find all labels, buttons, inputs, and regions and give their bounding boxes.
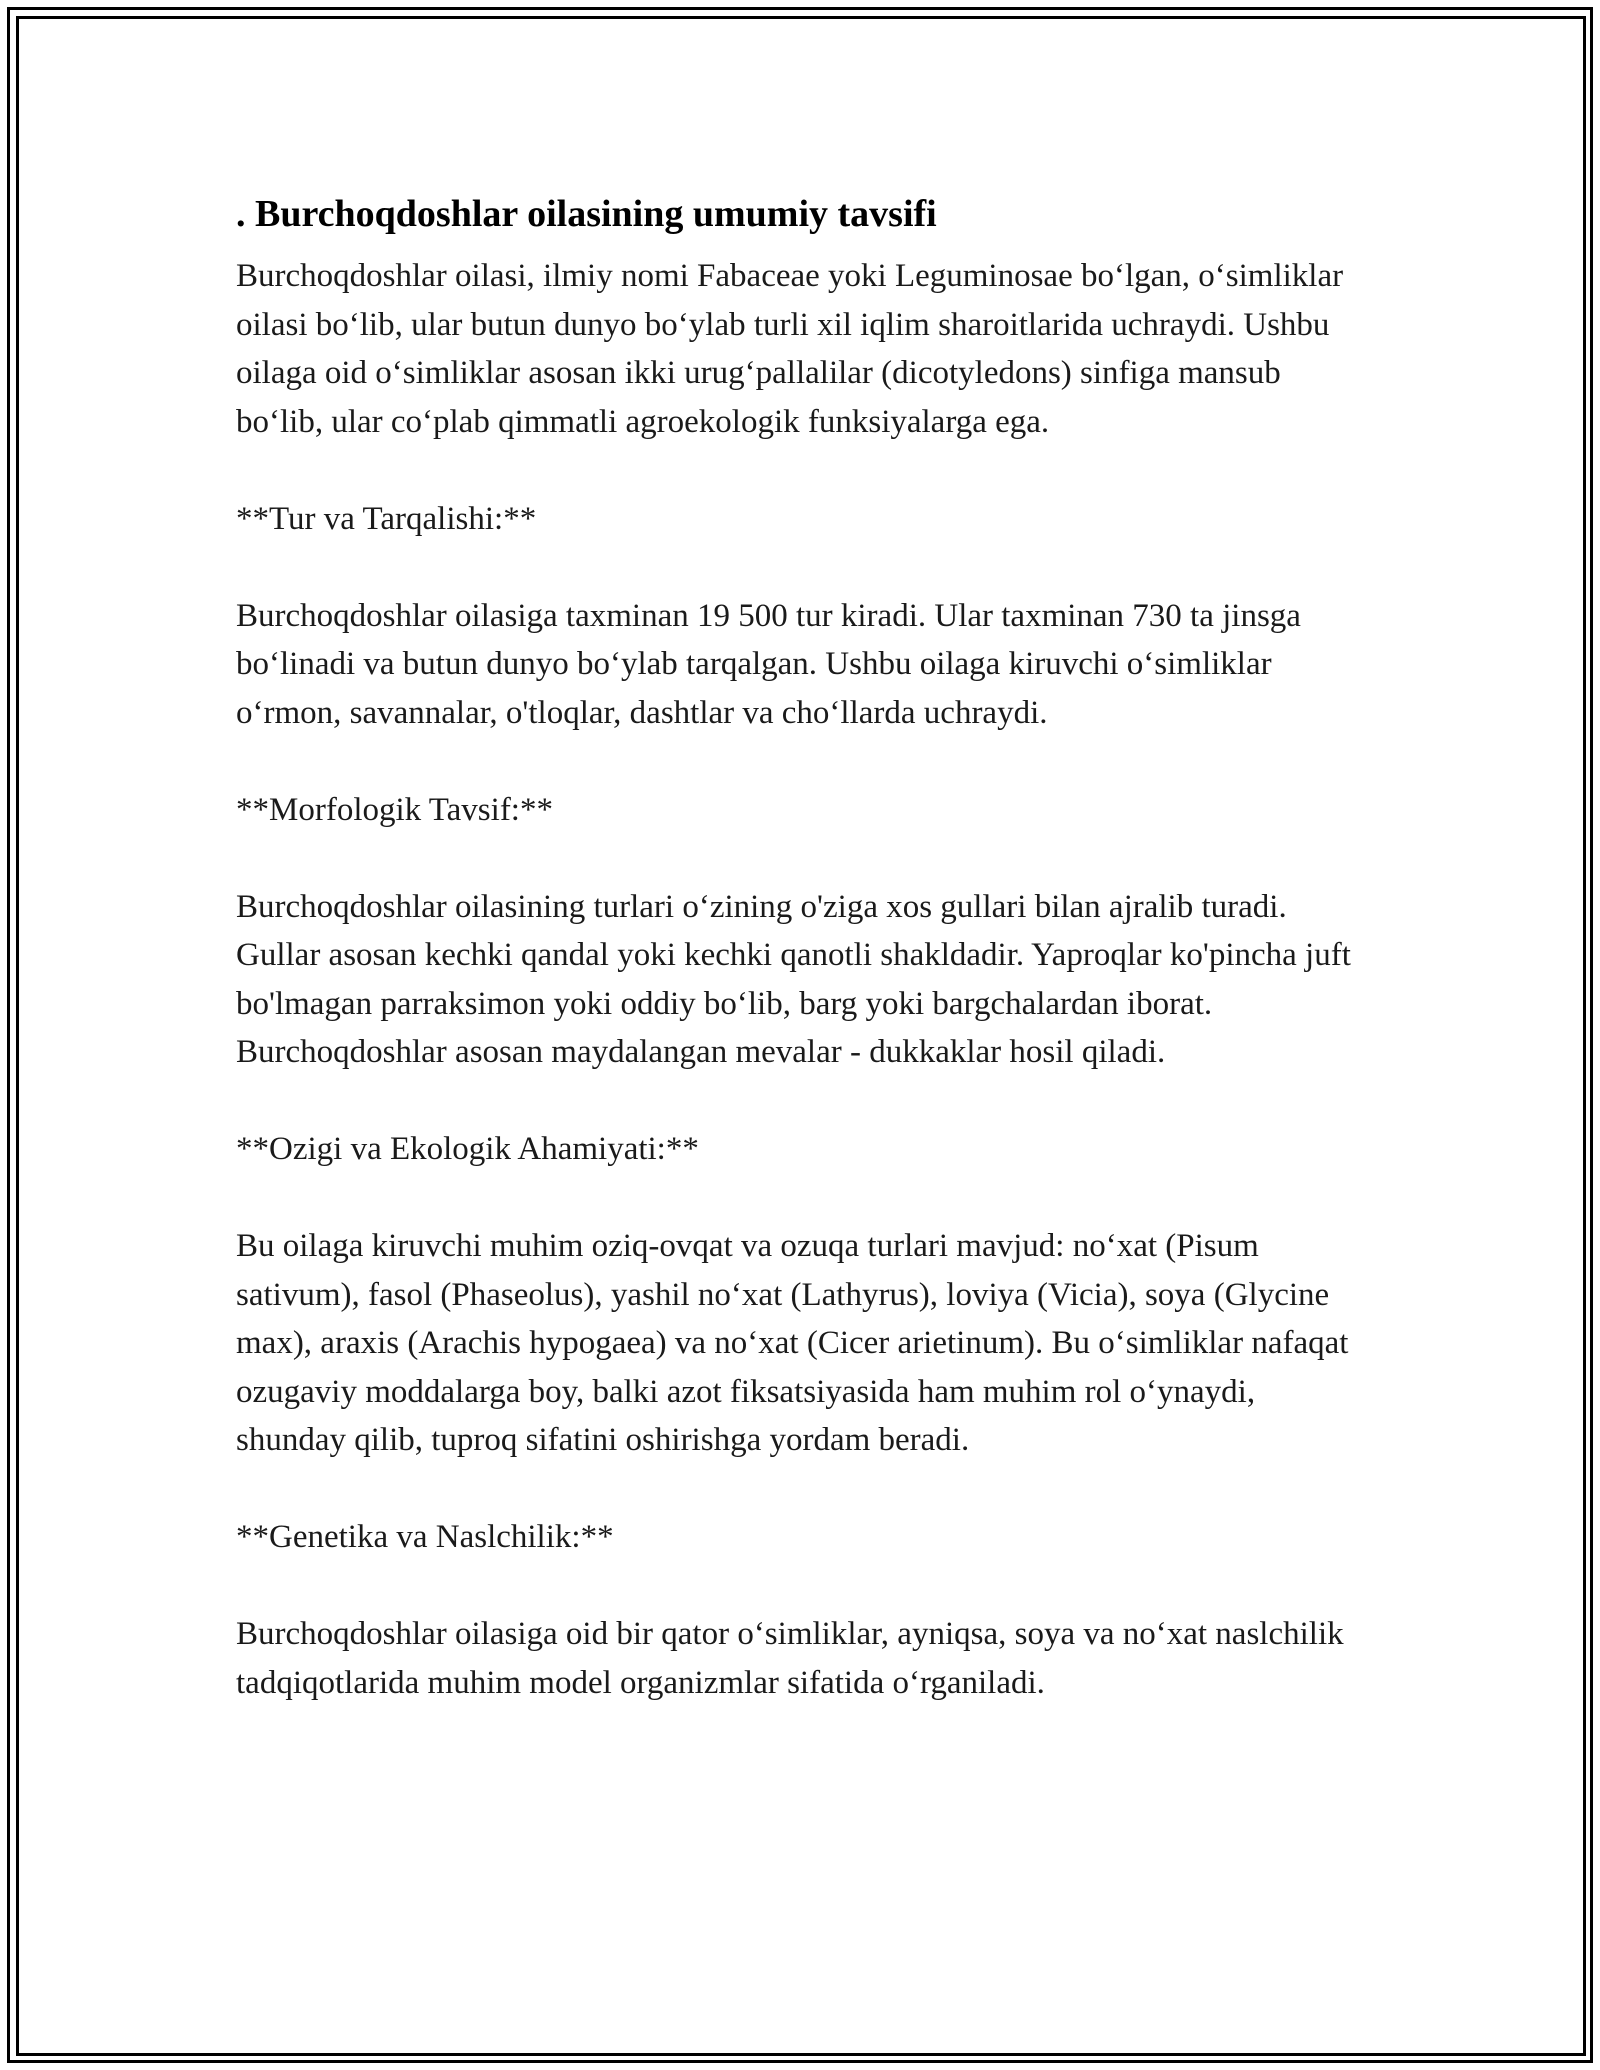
paragraph-spacer bbox=[236, 1077, 1366, 1126]
paragraph-spacer bbox=[236, 834, 1366, 883]
paragraph-spacer bbox=[236, 1465, 1366, 1514]
intro-paragraph: Burchoqdoshlar oilasi, ilmiy nomi Fabaceae yoki Leguminosae bo‘lgan, o‘simliklar oilasi bo‘lib, ular butun dunyo bo‘ylab turli xil iqlim sharoitlarida uchraydi. Ushbu oilaga oid o‘simliklar asosan ikki urug‘pallalilar (dicotyledons) sinfiga mansub bo‘lib, ular co‘plab qimmatli agroekologik funksiyalarga ega. bbox=[236, 258, 1344, 440]
ecology-paragraph: Bu oilaga kiruvchi muhim oziq-ovqat va ozuqa turlari mavjud: no‘xat (Pisum sativum), fasol (Phaseolus), yashil no‘xat (Lathyrus), loviya (Vicia), soya (Glycine max), araxis (Arachis hypogaea) va no‘xat (Cicer arietinum). Bu o‘simliklar nafaqat ozugaviy moddalarga boy, balki azot fiksatsiyasida ham muhim rol o‘ynaydi, shunday qilib, tuproq sifatini oshirishga yordam beradi. bbox=[236, 1228, 1349, 1458]
section-heading-genetics: **Genetika va Naslchilik:** bbox=[236, 1519, 614, 1555]
paragraph-spacer bbox=[236, 1174, 1366, 1223]
document-body bbox=[236, 186, 1366, 1707]
paragraph-spacer bbox=[236, 446, 1366, 495]
section-heading-morphology: **Morfologik Tavsif:** bbox=[236, 791, 553, 828]
distribution-paragraph: Burchoqdoshlar oilasiga taxminan 19 500 tur kiradi. Ular taxminan 730 ta jinsga bo‘linadi va butun dunyo bo‘ylab tarqalgan. Ushbu oilaga kiruvchi o‘simliklar o‘rmon, savannalar, o'tloqlar, dashtlar va cho‘llarda uchraydi. bbox=[236, 597, 1301, 731]
section-heading-ecology: **Ozigi va Ekologik Ahamiyati:** bbox=[236, 1131, 699, 1167]
genetics-paragraph: Burchoqdoshlar oilasiga oid bir qator o‘simliklar, ayniqsa, soya va no‘xat naslchilik tadqiqotlarida muhim model organizmlar sifatida o‘rganiladi. bbox=[236, 1616, 1344, 1701]
morphology-paragraph: Burchoqdoshlar oilasining turlari o‘zining o'ziga xos gullari bilan ajralib turadi. Gullar asosan kechki qandal yoki kechki qanotli shakldadir. Yaproqlar ko'pincha juft bo'lmagan parraksimon yoki oddiy bo‘lib, barg yoki bargchalardan iborat. Burchoqdoshlar asosan maydalangan mevalar - dukkaklar hosil qiladi. bbox=[236, 888, 1351, 1070]
paragraph-spacer bbox=[236, 1562, 1366, 1611]
section-heading-distribution: **Tur va Tarqalishi:** bbox=[236, 500, 537, 537]
document-title: . Burchoqdoshlar oilasining umumiy tavsifi bbox=[236, 193, 937, 235]
paragraph-spacer bbox=[236, 737, 1366, 786]
paragraph-spacer bbox=[236, 543, 1366, 592]
